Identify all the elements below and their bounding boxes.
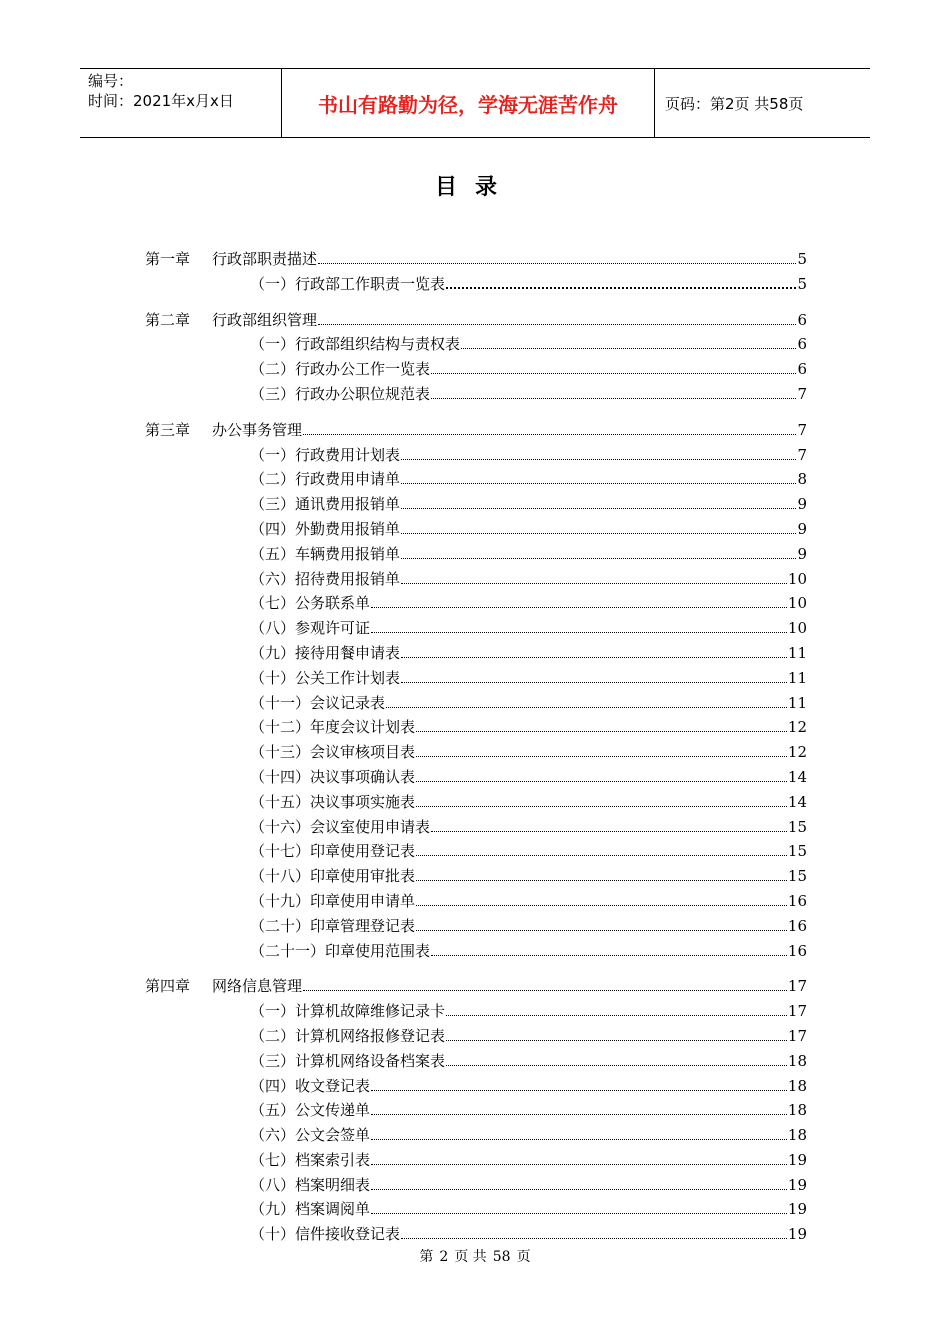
toc-page-number: 6: [797, 360, 807, 379]
toc-page-number: 18: [787, 1051, 807, 1070]
toc-section-entry[interactable]: [145, 616, 807, 641]
toc-section-entry[interactable]: [145, 567, 807, 592]
toc-page-number: 6: [797, 335, 807, 354]
toc-section-entry[interactable]: [145, 1098, 807, 1123]
header-page-info: 页码：第2页 共58页: [665, 94, 804, 113]
table-of-contents: [145, 247, 807, 1247]
toc-section-entry[interactable]: [145, 666, 807, 691]
header-meta: [80, 69, 282, 137]
toc-section-entry[interactable]: [145, 715, 807, 740]
toc-leader-dots: [431, 373, 796, 374]
toc-entry-label: （十一）会议记录表: [250, 693, 386, 712]
toc-page-number: 16: [787, 891, 807, 910]
toc-entry-label: （六）招待费用报销单: [250, 569, 401, 588]
toc-chapter-entry[interactable]: [145, 247, 807, 272]
toc-entry-title: [250, 740, 415, 765]
toc-section-entry[interactable]: [145, 1173, 807, 1198]
toc-entry-label: （九）接待用餐申请表: [250, 643, 401, 662]
header-time-label: 时间：2021年x月x日: [88, 92, 234, 110]
toc-page-number: 19: [787, 1200, 807, 1219]
toc-leader-dots: [371, 1114, 787, 1115]
toc-entry-label: （二）行政办公工作一览表: [250, 360, 431, 379]
toc-page-number: 9: [797, 519, 807, 538]
toc-page-number: 15: [787, 842, 807, 861]
toc-entry-title: [145, 247, 317, 272]
toc-section-entry[interactable]: [145, 691, 807, 716]
footer-total: 58: [492, 1249, 511, 1265]
toc-page-number: 17: [787, 1026, 807, 1045]
toc-entry-label: （十九）印章使用申请单: [250, 891, 416, 910]
toc-entry-title: [250, 691, 385, 716]
toc-entry-label: （一）行政部工作职责一览表: [250, 274, 446, 293]
toc-entry-label: （一）行政费用计划表: [250, 445, 401, 464]
toc-leader-dots: [401, 657, 787, 658]
toc-leader-dots: [431, 955, 787, 956]
toc-chapter-number: 第三章: [145, 420, 191, 439]
toc-leader-dots: [318, 324, 796, 325]
toc-section-entry[interactable]: [145, 815, 807, 840]
toc-entry-label: （七）公务联系单: [250, 594, 371, 613]
toc-entry-title: [250, 1049, 445, 1074]
toc-section-entry[interactable]: [145, 467, 807, 492]
toc-leader-dots: [416, 855, 787, 856]
toc-section-entry[interactable]: [145, 839, 807, 864]
toc-page-number: 18: [787, 1126, 807, 1145]
toc-page-number: 19: [787, 1175, 807, 1194]
toc-entry-title: [250, 542, 400, 567]
toc-leader-dots: [446, 1065, 787, 1066]
toc-page-number: 17: [787, 977, 807, 996]
toc-leader-dots: [401, 459, 796, 460]
toc-entry-label: 办公事务管理: [212, 420, 303, 439]
toc-leader-dots: [371, 607, 787, 608]
toc-entry-title: [250, 839, 415, 864]
toc-page-number: 14: [787, 792, 807, 811]
toc-chapter-number: 第二章: [145, 310, 191, 329]
toc-entry-title: [250, 443, 400, 468]
toc-entry-label: （十二）年度会议计划表: [250, 718, 416, 737]
toc-section-entry[interactable]: [145, 357, 807, 382]
toc-section-entry[interactable]: [145, 492, 807, 517]
toc-entry-title: [250, 517, 400, 542]
toc-entry-label: （一）行政部组织结构与责权表: [250, 335, 461, 354]
toc-section-entry[interactable]: [145, 1049, 807, 1074]
header-motto: 书山有路勤为径，学海无涯苦作舟: [282, 69, 655, 137]
footer-page: 2: [439, 1249, 449, 1265]
toc-leader-dots: [416, 880, 787, 881]
toc-section-entry[interactable]: [145, 999, 807, 1024]
toc-chapter-number: 第一章: [145, 250, 191, 268]
toc-section-entry[interactable]: [145, 517, 807, 542]
toc-page-number: 7: [797, 384, 807, 403]
toc-leader-dots: [461, 348, 796, 349]
toc-leader-dots: [401, 508, 796, 509]
toc-page-number: 7: [797, 445, 807, 464]
toc-section-entry[interactable]: [145, 765, 807, 790]
toc-section-entry[interactable]: [145, 1024, 807, 1049]
toc-section-entry[interactable]: [145, 914, 807, 939]
toc-leader-dots: [371, 632, 787, 633]
toc-entry-label: （六）公文会签单: [250, 1126, 371, 1145]
toc-page-number: 15: [787, 867, 807, 886]
toc-entry-label: （八）档案明细表: [250, 1175, 371, 1194]
toc-page-number: 16: [787, 916, 807, 935]
toc-page-number: 8: [797, 470, 807, 489]
toc-leader-dots: [446, 1015, 787, 1016]
toc-leader-dots: [303, 990, 787, 991]
toc-leader-dots: [371, 1090, 787, 1091]
toc-entry-title: [250, 815, 430, 840]
toc-leader-dots: [371, 1139, 787, 1140]
toc-entry-title: [145, 974, 302, 999]
toc-leader-dots: [446, 1040, 787, 1041]
toc-section-entry[interactable]: [145, 1148, 807, 1173]
toc-entry-title: [250, 999, 445, 1024]
toc-leader-dots: [386, 707, 787, 708]
toc-entry-title: [250, 1197, 370, 1222]
toc-entry-label: （十）信件接收登记表: [250, 1225, 401, 1244]
toc-page-number: 14: [787, 767, 807, 786]
toc-entry-label: （十）公关工作计划表: [250, 668, 401, 687]
toc-leader-dots: [431, 831, 787, 832]
toc-section-entry[interactable]: [145, 1123, 807, 1148]
toc-entry-label: （三）通讯费用报销单: [250, 495, 401, 514]
toc-leader-dots: [401, 1238, 787, 1239]
footer-suffix: 页: [516, 1249, 531, 1265]
toc-section-entry[interactable]: [145, 790, 807, 815]
toc-entry-title: [250, 567, 400, 592]
toc-entry-title: [250, 492, 400, 517]
toc-leader-dots: [318, 263, 796, 264]
toc-entry-title: [250, 332, 460, 357]
toc-leader-dots: [416, 781, 787, 782]
toc-leader-dots: [371, 1164, 787, 1165]
toc-section-entry[interactable]: [145, 591, 807, 616]
toc-chapter-entry[interactable]: [145, 974, 807, 999]
toc-entry-title: [145, 418, 302, 443]
toc-entry-title: [250, 864, 415, 889]
toc-section-entry[interactable]: [145, 443, 807, 468]
toc-leader-dots: [446, 287, 796, 289]
toc-entry-label: （四）收文登记表: [250, 1076, 371, 1095]
page-header: [80, 68, 870, 138]
toc-page-number: 5: [797, 250, 807, 268]
toc-section-entry[interactable]: [145, 382, 807, 407]
toc-entry-title: [250, 790, 415, 815]
toc-leader-dots: [431, 398, 796, 399]
toc-entry-label: （十六）会议室使用申请表: [250, 817, 431, 836]
toc-entry-title: [250, 765, 415, 790]
toc-page-number: 5: [797, 274, 807, 293]
toc-leader-dots: [371, 1213, 787, 1214]
toc-entry-label: （五）公文传递单: [250, 1101, 371, 1120]
footer-mid: 页 共: [454, 1249, 487, 1265]
toc-entry-label: （十四）决议事项确认表: [250, 767, 416, 786]
toc-page-number: 15: [787, 817, 807, 836]
toc-entry-label: （七）档案索引表: [250, 1150, 371, 1169]
toc-page-number: 10: [787, 594, 807, 613]
toc-entry-label: 行政部职责描述: [212, 250, 318, 268]
toc-leader-dots: [401, 558, 796, 559]
toc-page-number: 9: [797, 544, 807, 563]
toc-entry-label: （二十一）印章使用范围表: [250, 941, 431, 960]
page-footer: [0, 1246, 950, 1266]
toc-entry-title: [250, 715, 415, 740]
toc-section-entry[interactable]: [145, 1074, 807, 1099]
toc-entry-title: [250, 382, 430, 407]
toc-chapter-number: 第四章: [145, 977, 191, 996]
toc-entry-label: （二）计算机网络报修登记表: [250, 1026, 446, 1045]
toc-page-number: 16: [787, 941, 807, 960]
toc-page-number: 7: [797, 420, 807, 439]
toc-entry-title: [250, 1024, 445, 1049]
toc-page-number: 6: [797, 310, 807, 329]
toc-leader-dots: [416, 806, 787, 807]
toc-leader-dots: [401, 682, 787, 683]
toc-leader-dots: [416, 905, 787, 906]
toc-entry-title: [250, 1173, 370, 1198]
toc-entry-title: [250, 591, 370, 616]
toc-section-entry[interactable]: [145, 889, 807, 914]
toc-entry-label: （一）计算机故障维修记录卡: [250, 1002, 446, 1021]
toc-page-number: 12: [787, 718, 807, 737]
toc-entry-label: （五）车辆费用报销单: [250, 544, 401, 563]
toc-leader-dots: [416, 731, 787, 732]
toc-chapter-entry[interactable]: [145, 418, 807, 443]
toc-section-entry[interactable]: [145, 939, 807, 964]
toc-entry-label: （三）计算机网络设备档案表: [250, 1051, 446, 1070]
toc-page-number: 11: [787, 693, 807, 712]
toc-entry-label: （九）档案调阅单: [250, 1200, 371, 1219]
toc-entry-label: （八）参观许可证: [250, 619, 371, 638]
toc-entry-label: （十五）决议事项实施表: [250, 792, 416, 811]
toc-page-number: 18: [787, 1101, 807, 1120]
toc-entry-title: [250, 939, 430, 964]
toc-section-entry[interactable]: [145, 641, 807, 666]
toc-page-number: 10: [787, 569, 807, 588]
toc-entry-title: [250, 641, 400, 666]
toc-page-number: 11: [787, 668, 807, 687]
toc-entry-title: [250, 272, 445, 297]
toc-leader-dots: [416, 756, 787, 757]
toc-entry-title: [250, 1148, 370, 1173]
toc-entry-label: 行政部组织管理: [212, 310, 318, 329]
toc-section-entry[interactable]: [145, 332, 807, 357]
toc-entry-title: [250, 357, 430, 382]
toc-page-number: 18: [787, 1076, 807, 1095]
header-number-label: 编号：: [88, 72, 134, 90]
toc-section-entry[interactable]: [145, 740, 807, 765]
toc-leader-dots: [401, 483, 796, 484]
toc-leader-dots: [416, 930, 787, 931]
toc-section-entry[interactable]: [145, 1197, 807, 1222]
toc-section-entry[interactable]: [145, 272, 807, 297]
toc-page-number: 19: [787, 1225, 807, 1244]
toc-entry-label: （十七）印章使用登记表: [250, 842, 416, 861]
toc-leader-dots: [303, 434, 796, 435]
toc-entry-label: （二）行政费用申请单: [250, 470, 401, 489]
toc-page-number: 9: [797, 495, 807, 514]
footer-prefix: 第: [419, 1249, 434, 1265]
toc-entry-label: （二十）印章管理登记表: [250, 916, 416, 935]
toc-chapter-entry[interactable]: [145, 308, 807, 333]
toc-entry-title: [145, 308, 317, 333]
toc-page-number: 11: [787, 643, 807, 662]
toc-section-entry[interactable]: [145, 1222, 807, 1247]
toc-entry-title: [250, 1098, 370, 1123]
toc-leader-dots: [401, 583, 787, 584]
toc-entry-label: （十三）会议审核项目表: [250, 743, 416, 762]
toc-section-entry[interactable]: [145, 542, 807, 567]
toc-entry-title: [250, 889, 415, 914]
page-title: 目录: [434, 175, 515, 200]
toc-page-number: 10: [787, 619, 807, 638]
toc-page-number: 19: [787, 1150, 807, 1169]
toc-entry-title: [250, 616, 370, 641]
toc-entry-label: （三）行政办公职位规范表: [250, 384, 431, 403]
toc-entry-title: [250, 1123, 370, 1148]
toc-entry-label: （四）外勤费用报销单: [250, 519, 401, 538]
toc-entry-title: [250, 467, 400, 492]
toc-page-number: 17: [787, 1002, 807, 1021]
toc-entry-title: [250, 914, 415, 939]
toc-leader-dots: [371, 1189, 787, 1190]
toc-entry-title: [250, 1074, 370, 1099]
toc-section-entry[interactable]: [145, 864, 807, 889]
toc-leader-dots: [401, 533, 796, 534]
toc-entry-title: [250, 666, 400, 691]
toc-page-number: 12: [787, 743, 807, 762]
toc-entry-label: 网络信息管理: [212, 977, 303, 996]
toc-entry-title: [250, 1222, 400, 1247]
toc-entry-label: （十八）印章使用审批表: [250, 867, 416, 886]
